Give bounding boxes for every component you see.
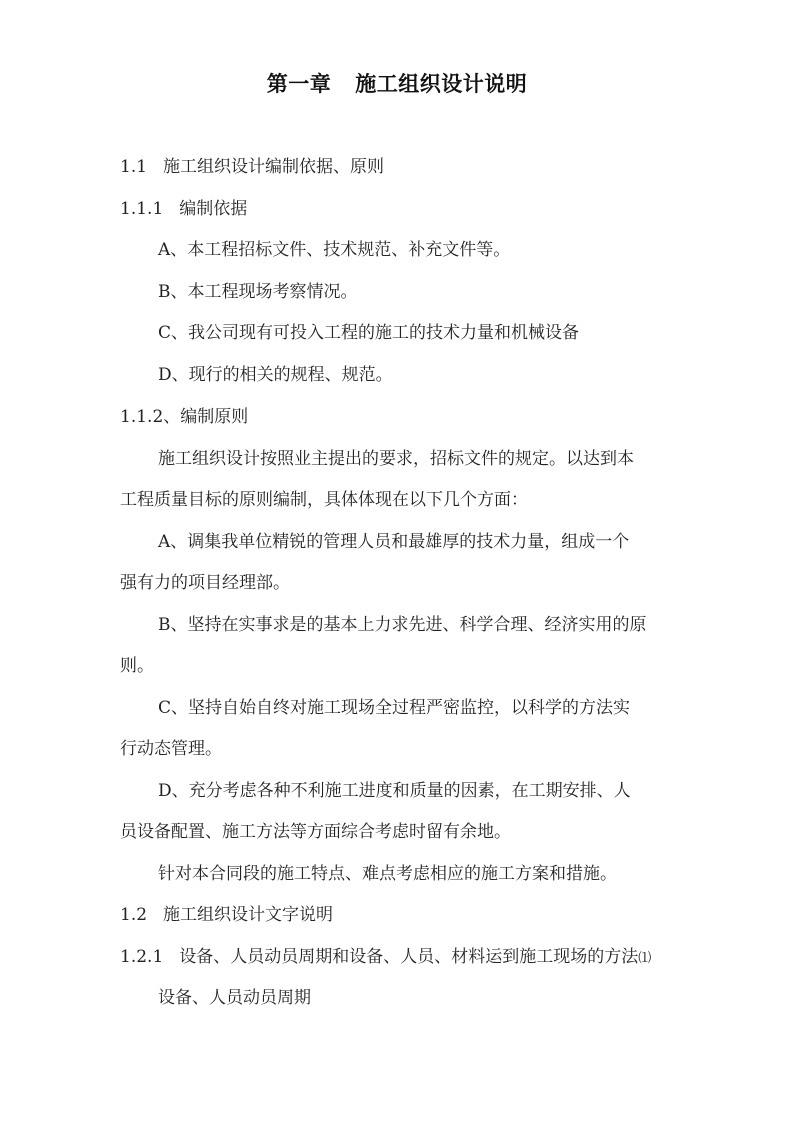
section-heading-1-2-1 [120, 946, 651, 970]
section-heading-1-1 [120, 156, 384, 178]
chapter-title [0, 68, 794, 98]
chapter-name: 施工组织设计说明 [355, 72, 528, 96]
section-title: 设备、人员动员周期和设备、人员、材料运到施工现场的方法 [179, 947, 639, 967]
list-item-principle-a-line2: 强有力的项目经理部。 [120, 573, 290, 593]
list-item-principle-b-line2: 则。 [120, 656, 154, 676]
subheading-mobilization-period: 设备、人员动员周期 [158, 988, 311, 1008]
section-title: 施工组织设计编制依据、原则 [163, 157, 385, 177]
list-item-principle-a-line1: A、调集我单位精锐的管理人员和最雄厚的技术力量，组成一个 [158, 532, 630, 552]
paragraph-principle-intro-line2: 工程质量目标的原则编制，具体体现在以下几个方面： [120, 490, 528, 510]
section-heading-1-2 [120, 904, 333, 926]
list-item-principle-b-line1: B、坚持在实事求是的基本上力求先进、科学合理、经济实用的原 [158, 615, 647, 635]
paragraph-measures: 针对本合同段的施工特点、难点考虑相应的施工方案和措施。 [158, 864, 617, 884]
section-heading-1-1-1 [120, 198, 247, 220]
section-title: 施工组织设计文字说明 [163, 905, 334, 925]
list-item-basis-a: A、本工程招标文件、技术规范、补充文件等。 [158, 240, 511, 260]
list-item-principle-d-line1: D、充分考虑各种不利施工进度和质量的因素，在工期安排、人 [158, 781, 631, 801]
section-title: 编制依据 [179, 199, 248, 219]
section-number: 1.1 [120, 157, 148, 177]
section-number: 1.2 [120, 905, 148, 925]
list-item-basis-c: C、我公司现有可投入工程的施工的技术力量和机械设备 [158, 323, 580, 343]
list-item-principle-c-line1: C、坚持自始自终对施工现场全过程严密监控，以科学的方法实 [158, 698, 631, 718]
section-heading-1-1-2: 1.1.2、编制原则 [120, 407, 249, 427]
section-number: 1.2.1 [120, 947, 164, 967]
list-item-principle-c-line2: 行动态管理。 [120, 739, 222, 759]
section-number: 1.1.1 [120, 199, 164, 219]
chapter-number: 第一章 [266, 72, 332, 96]
list-item-basis-d: D、现行的相关的规程、规范。 [158, 365, 393, 385]
paragraph-principle-intro-line1: 施工组织设计按照业主提出的要求，招标文件的规定。以达到本 [158, 449, 634, 469]
list-item-principle-d-line2: 员设备配置、施工方法等方面综合考虑时留有余地。 [120, 822, 511, 842]
footnote-marker: ⑴ [638, 951, 652, 966]
list-item-basis-b: B、本工程现场考察情况。 [158, 282, 358, 302]
